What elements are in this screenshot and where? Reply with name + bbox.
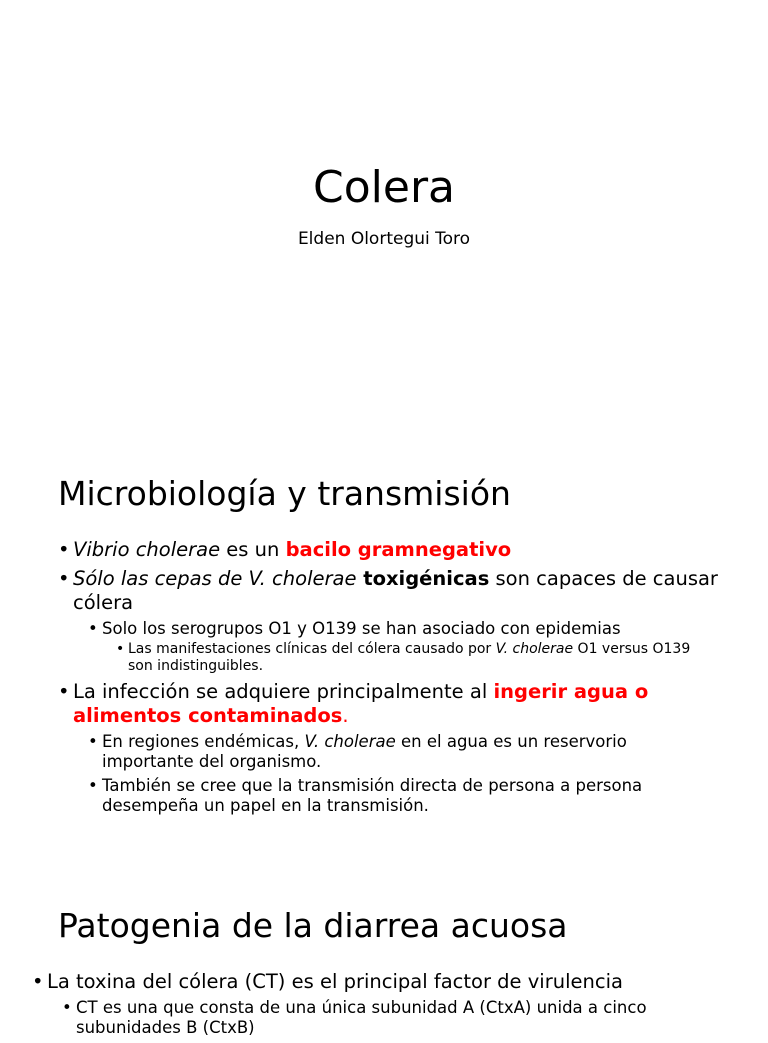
bullet-text: Solo los serogrupos O1 y O139 se han asociado con epidemias (102, 619, 621, 638)
bullet-text: La toxina del cólera (CT) es el principal factor de virulencia (47, 970, 623, 993)
sub-bullet-list (73, 619, 718, 675)
italic-text: V. cholerae (304, 732, 396, 751)
bullet-text: son capaces de causar cólera (73, 567, 718, 614)
highlight-punctuation: . (342, 704, 349, 727)
list-item (32, 970, 732, 1038)
bullet-text: CT es una que consta de una única subunidad A (CtxA) unida a cinco subunidades B (CtxB) (76, 998, 647, 1037)
slide-heading: Patogenia de la diarrea acuosa (58, 906, 568, 945)
sub-sub-bullet-list (102, 641, 718, 675)
bullet-text: es un (220, 538, 286, 561)
bullet-text: en el agua es un reservorio importante del organismo. (102, 732, 627, 771)
list-item (58, 680, 718, 816)
sub-bullet-list (73, 732, 718, 816)
bullet-text: También se cree que la transmisión directa de persona a persona desempeña un papel en la transmisión. (102, 776, 643, 815)
bullet-text: O1 versus O139 son indistinguibles. (128, 641, 691, 674)
list-item (88, 732, 718, 772)
italic-text: Sólo las cepas de V. cholerae (73, 567, 357, 590)
highlight-text: ingerir agua o alimentos contaminados (73, 680, 649, 727)
list-item (62, 998, 732, 1038)
presentation-title: Colera (313, 162, 455, 213)
bullet-text: La infección se adquiere principalmente al (73, 680, 494, 703)
sub-bullet-list (47, 998, 732, 1038)
list-item (58, 567, 718, 675)
bullet-list (32, 970, 732, 1043)
presentation-author: Elden Olortegui Toro (297, 229, 471, 249)
microbiology-slide (0, 460, 768, 880)
pathogenesis-slide (0, 890, 768, 1037)
bold-text: toxigénicas (356, 567, 490, 590)
list-item (88, 776, 718, 816)
italic-text: Vibrio cholerae (73, 538, 221, 561)
bullet-list (58, 538, 718, 821)
title-slide (0, 0, 768, 432)
highlight-text: bacilo gramnegativo (285, 538, 512, 561)
list-item (58, 538, 718, 562)
bullet-text: En regiones endémicas, (102, 732, 305, 751)
list-item (88, 619, 718, 675)
list-item (116, 641, 718, 675)
italic-text: V. cholerae (495, 641, 574, 657)
bullet-text: Las manifestaciones clínicas del cólera causado por (128, 641, 496, 657)
slide-heading: Microbiología y transmisión (58, 474, 511, 513)
